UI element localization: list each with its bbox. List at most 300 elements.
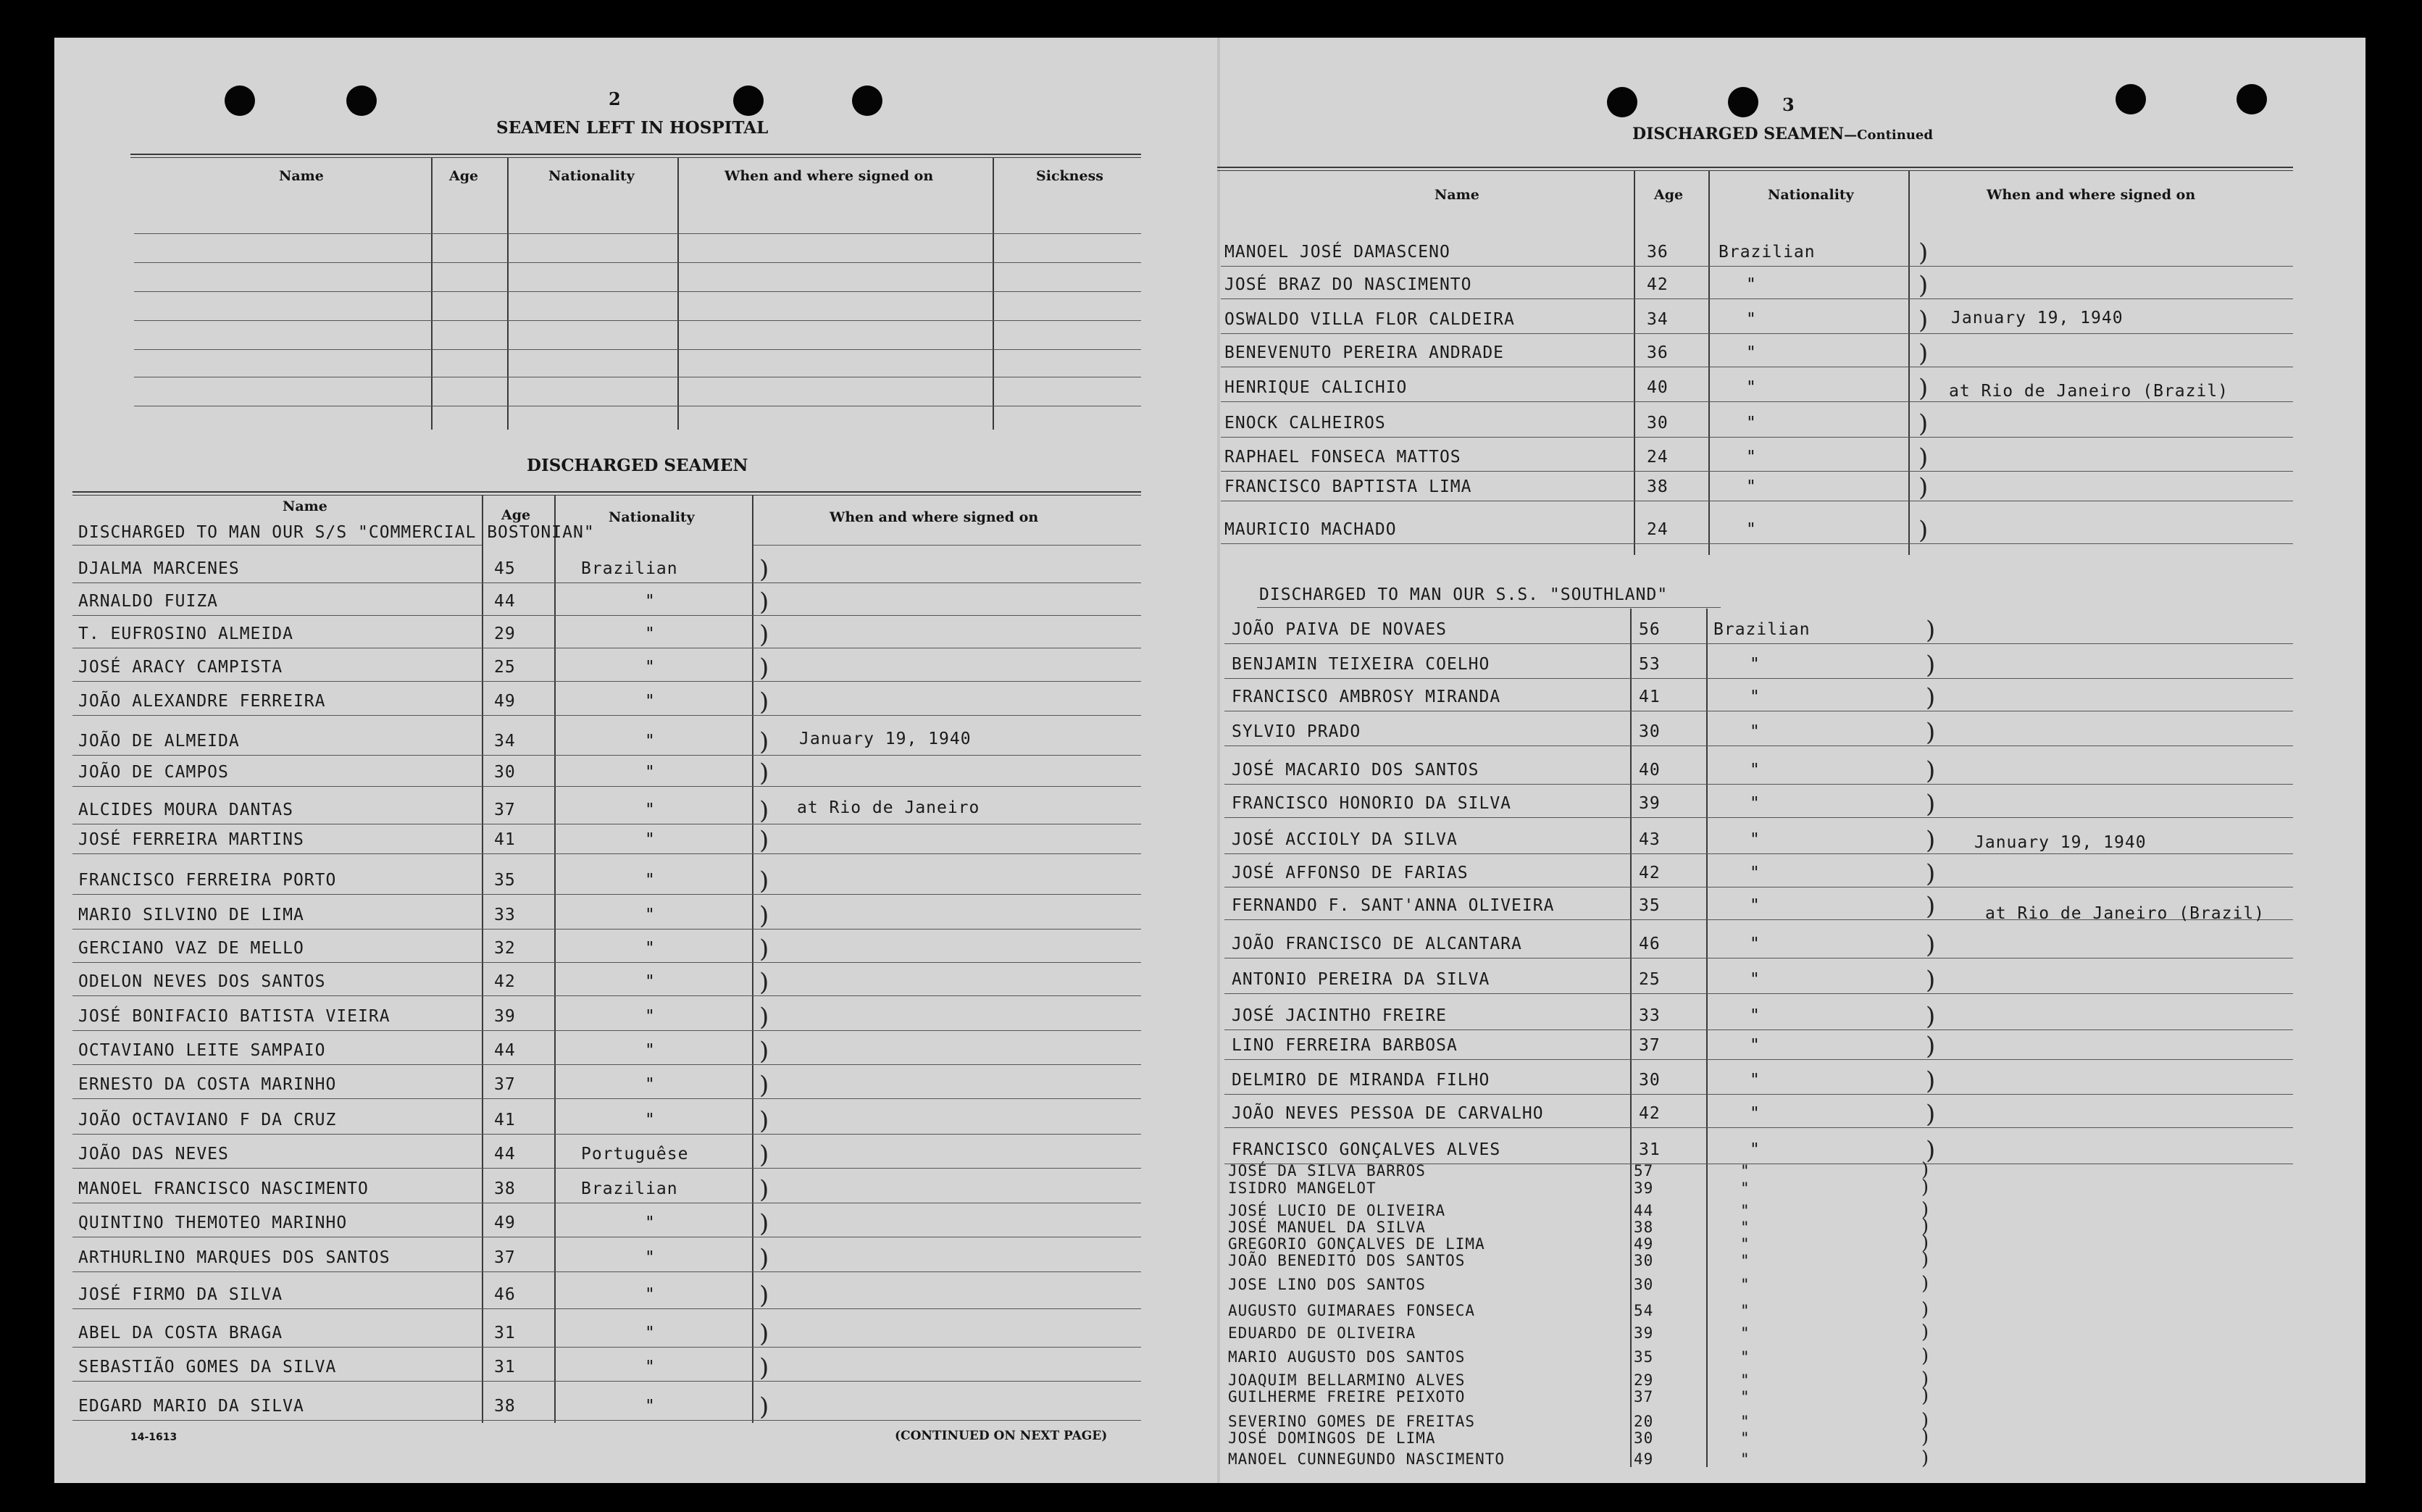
row-rule xyxy=(1224,745,2293,746)
bracket-mark: ) xyxy=(1926,718,1936,747)
seaman-age: 33 xyxy=(1639,1006,1661,1025)
seaman-age: 25 xyxy=(494,658,516,677)
seaman-name: JOÃO FRANCISCO DE ALCANTARA xyxy=(1232,935,1522,953)
seaman-name: ANTONIO PEREIRA DA SILVA xyxy=(1232,970,1490,989)
signed-date: January 19, 1940 xyxy=(1951,309,2124,327)
seaman-nationality: " xyxy=(645,871,656,890)
seaman-name: AUGUSTO GUIMARAES FONSECA xyxy=(1228,1302,1476,1319)
seaman-nationality: " xyxy=(645,830,656,849)
row-rule xyxy=(72,1381,1141,1382)
seaman-age: 40 xyxy=(1639,761,1661,780)
bracket-mark: ) xyxy=(1921,1448,1929,1469)
seaman-name: SYLVIO PRADO xyxy=(1232,722,1361,741)
seaman-age: 49 xyxy=(1634,1450,1654,1468)
seaman-name: JOÃO DAS NEVES xyxy=(78,1145,229,1164)
seaman-name: ARTHURLINO MARQUES DOS SANTOS xyxy=(78,1248,391,1267)
bracket-mark: ) xyxy=(759,935,769,964)
bracket-mark: ) xyxy=(1926,826,1936,855)
seaman-name: JOSÉ BONIFACIO BATISTA VIEIRA xyxy=(78,1007,391,1026)
row-rule xyxy=(72,929,1141,930)
seaman-name: FRANCISCO FERREIRA PORTO xyxy=(78,871,337,890)
bracket-mark: ) xyxy=(1918,443,1929,472)
seaman-nationality: " xyxy=(645,972,656,991)
row-rule xyxy=(72,1271,1141,1272)
seaman-nationality: " xyxy=(645,939,656,958)
seaman-nationality: " xyxy=(1740,1219,1750,1236)
seaman-name: GUILHERME FREIRE PEIXOTO xyxy=(1228,1388,1466,1406)
punch-hole xyxy=(2116,84,2146,114)
seaman-name: JOSÉ ACCIOLY DA SILVA xyxy=(1232,830,1458,849)
column-divider xyxy=(431,158,433,430)
seaman-age: 43 xyxy=(1639,830,1661,849)
seaman-name: DELMIRO DE MIRANDA FILHO xyxy=(1232,1071,1490,1090)
bracket-mark: ) xyxy=(759,653,769,682)
seaman-nationality: " xyxy=(645,592,656,611)
seaman-name: JOÃO DE ALMEIDA xyxy=(78,732,240,751)
seaman-nationality: " xyxy=(1740,1235,1750,1253)
row-rule xyxy=(134,233,1141,234)
seaman-age: 39 xyxy=(1634,1324,1654,1342)
punch-hole xyxy=(225,85,255,116)
seaman-name: ERNESTO DA COSTA MARINHO xyxy=(78,1075,337,1094)
seaman-name: JOAQUIM BELLARMINO ALVES xyxy=(1228,1371,1466,1389)
seaman-name: SEVERINO GOMES DE FREITAS xyxy=(1228,1413,1476,1430)
row-rule xyxy=(72,1064,1141,1065)
seaman-age: 30 xyxy=(1639,1071,1661,1090)
seaman-name: JOÃO DE CAMPOS xyxy=(78,763,229,782)
seaman-name: JOÃO ALEXANDRE FERREIRA xyxy=(78,692,326,711)
seaman-age: 30 xyxy=(1647,414,1669,433)
seaman-age: 39 xyxy=(1634,1179,1654,1197)
seaman-nationality: " xyxy=(645,1007,656,1026)
seaman-nationality: " xyxy=(1740,1179,1750,1197)
seaman-nationality: " xyxy=(1746,310,1757,329)
row-rule xyxy=(72,582,1141,583)
row-rule xyxy=(72,995,1141,996)
seaman-name: LINO FERREIRA BARBOSA xyxy=(1232,1036,1458,1055)
seaman-age: 37 xyxy=(1639,1036,1661,1055)
seaman-age: 35 xyxy=(1639,896,1661,915)
row-rule xyxy=(134,320,1141,321)
seaman-age: 56 xyxy=(1639,620,1661,639)
signed-place: at Rio de Janeiro xyxy=(797,798,980,817)
bracket-mark: ) xyxy=(1918,409,1929,438)
seaman-name: GERCIANO VAZ DE MELLO xyxy=(78,939,304,958)
seaman-age: 45 xyxy=(494,559,516,578)
bracket-mark: ) xyxy=(1921,1159,1929,1181)
seaman-age: 34 xyxy=(1647,310,1669,329)
seaman-name: RAPHAEL FONSECA MATTOS xyxy=(1224,448,1461,467)
hospital-column-header: When and where signed on xyxy=(724,168,934,184)
bracket-mark: ) xyxy=(759,796,769,825)
seaman-age: 42 xyxy=(494,972,516,991)
punch-hole xyxy=(2237,84,2267,114)
seaman-age: 30 xyxy=(1634,1252,1654,1269)
seaman-nationality: " xyxy=(1750,935,1761,953)
seaman-nationality: " xyxy=(1750,1006,1761,1025)
seaman-name: GREGORIO GONÇALVES DE LIMA xyxy=(1228,1235,1485,1253)
seaman-nationality: " xyxy=(1750,794,1761,813)
punch-hole xyxy=(852,85,882,116)
seaman-age: 33 xyxy=(494,906,516,924)
bracket-mark: ) xyxy=(1921,1385,1929,1407)
seaman-nationality: Brazilian xyxy=(1713,620,1811,639)
bracket-mark: ) xyxy=(759,1071,769,1100)
seaman-age: 24 xyxy=(1647,520,1669,539)
row-rule xyxy=(72,681,1141,682)
seaman-name: JOÃO BENEDITO DOS SANTOS xyxy=(1228,1252,1466,1269)
seaman-age: 44 xyxy=(1634,1202,1654,1219)
rule xyxy=(130,154,1141,155)
column-divider xyxy=(1708,171,1710,555)
column-divider xyxy=(1706,609,1708,1467)
seaman-nationality: " xyxy=(1740,1450,1750,1468)
row-rule xyxy=(72,545,482,546)
seaman-nationality: " xyxy=(645,732,656,751)
seaman-age: 37 xyxy=(494,801,516,819)
seaman-name: JOSÉ AFFONSO DE FARIAS xyxy=(1232,864,1469,882)
row-rule xyxy=(72,1030,1141,1031)
seaman-name: FRANCISCO HONORIO DA SILVA xyxy=(1232,794,1512,813)
seaman-age: 42 xyxy=(1639,1104,1661,1123)
bracket-mark: ) xyxy=(1921,1427,1929,1448)
row-rule xyxy=(72,615,1141,616)
row-rule xyxy=(72,786,1141,787)
bracket-mark: ) xyxy=(759,1392,769,1421)
seaman-nationality: " xyxy=(645,1111,656,1129)
seaman-name: MARIO AUGUSTO DOS SANTOS xyxy=(1228,1348,1466,1366)
row-rule xyxy=(134,291,1141,292)
seaman-name: QUINTINO THEMOTEO MARINHO xyxy=(78,1214,348,1232)
seaman-age: 38 xyxy=(494,1179,516,1198)
punch-hole xyxy=(1607,87,1637,117)
seaman-name: ENOCK CALHEIROS xyxy=(1224,414,1386,433)
bracket-mark: ) xyxy=(1921,1232,1929,1254)
row-rule xyxy=(1221,298,2293,299)
continued-title-suffix: —Continued xyxy=(1844,128,1933,143)
bracket-mark: ) xyxy=(1926,651,1936,680)
seaman-name: JOSÉ FERREIRA MARTINS xyxy=(78,830,304,849)
row-rule xyxy=(72,894,1141,895)
seaman-name: JOSÉ LUCIO DE OLIVEIRA xyxy=(1228,1202,1446,1219)
row-rule xyxy=(134,349,1141,350)
bracket-mark: ) xyxy=(1926,1136,1936,1165)
seaman-nationality: " xyxy=(1746,343,1757,362)
seaman-nationality: " xyxy=(645,801,656,819)
bracket-mark: ) xyxy=(1926,616,1936,645)
seaman-nationality: " xyxy=(1746,448,1757,467)
bracket-mark: ) xyxy=(1926,859,1936,888)
row-rule xyxy=(1224,1029,2293,1030)
seaman-age: 37 xyxy=(494,1248,516,1267)
column-divider xyxy=(554,496,556,1423)
row-rule xyxy=(72,1098,1141,1099)
seaman-age: 37 xyxy=(1634,1388,1654,1406)
seaman-nationality: " xyxy=(1750,970,1761,989)
bracket-mark: ) xyxy=(759,1209,769,1238)
seaman-name: MAURICIO MACHADO xyxy=(1224,520,1397,539)
seaman-age: 30 xyxy=(494,763,516,782)
seaman-age: 44 xyxy=(494,592,516,611)
row-rule xyxy=(1221,401,2293,402)
seaman-age: 29 xyxy=(1634,1371,1654,1389)
row-rule xyxy=(72,1134,1141,1135)
hospital-column-header: Age xyxy=(449,168,479,184)
bracket-mark: ) xyxy=(759,1003,769,1032)
column-divider xyxy=(1908,171,1910,555)
seaman-name: JOSE LINO DOS SANTOS xyxy=(1228,1276,1426,1293)
seaman-nationality: Brazilian xyxy=(581,1179,678,1198)
row-rule xyxy=(72,1168,1141,1169)
signed-place: at Rio de Janeiro (Brazil) xyxy=(1985,904,2266,923)
seaman-nationality: " xyxy=(1746,477,1757,496)
seaman-nationality: " xyxy=(1750,896,1761,915)
document-sheet xyxy=(54,38,2365,1483)
seaman-name: FRANCISCO BAPTISTA LIMA xyxy=(1224,477,1472,496)
bracket-mark: ) xyxy=(1918,271,1929,300)
bracket-mark: ) xyxy=(1921,1410,1929,1432)
seaman-name: ODELON NEVES DOS SANTOS xyxy=(78,972,326,991)
seaman-name: T. EUFROSINO ALMEIDA xyxy=(78,625,293,643)
seaman-nationality: " xyxy=(1750,864,1761,882)
bracket-mark: ) xyxy=(1926,1066,1936,1095)
seaman-nationality: " xyxy=(645,1214,656,1232)
form-number: 14-1613 xyxy=(130,1432,178,1443)
page-fold xyxy=(1217,38,1220,1483)
signed-date: January 19, 1940 xyxy=(1974,833,2147,852)
row-rule xyxy=(72,1347,1141,1348)
bracket-mark: ) xyxy=(1926,892,1936,921)
rule xyxy=(72,495,1141,496)
seaman-nationality: " xyxy=(1740,1388,1750,1406)
seaman-age: 31 xyxy=(494,1358,516,1377)
seaman-name: OCTAVIANO LEITE SAMPAIO xyxy=(78,1041,326,1060)
seaman-age: 44 xyxy=(494,1145,516,1164)
seaman-nationality: " xyxy=(645,1248,656,1267)
seaman-name: ARNALDO FUIZA xyxy=(78,592,219,611)
seaman-nationality: " xyxy=(645,625,656,643)
continued-footer: (CONTINUED ON NEXT PAGE) xyxy=(895,1429,1108,1443)
bracket-mark: ) xyxy=(1921,1273,1929,1295)
bracket-mark: ) xyxy=(1918,339,1929,368)
seaman-age: 35 xyxy=(1634,1348,1654,1366)
bracket-mark: ) xyxy=(759,727,769,756)
seaman-nationality: " xyxy=(645,1285,656,1304)
seaman-nationality: " xyxy=(1740,1162,1750,1179)
rule xyxy=(1217,167,2293,168)
continued-column-header: Age xyxy=(1654,187,1684,203)
seaman-nationality: Portuguêse xyxy=(581,1145,689,1164)
seaman-age: 39 xyxy=(494,1007,516,1026)
seaman-name: JOÃO OCTAVIANO F DA CRUZ xyxy=(78,1111,337,1129)
seaman-age: 41 xyxy=(494,1111,516,1129)
ship-section-label: DISCHARGED TO MAN OUR S/S "COMMERCIAL BOSTONIAN" xyxy=(78,523,595,542)
seaman-name: MANOEL FRANCISCO NASCIMENTO xyxy=(78,1179,369,1198)
row-rule xyxy=(1221,543,2293,544)
seaman-name: FRANCISCO AMBROSY MIRANDA xyxy=(1232,688,1501,706)
column-divider xyxy=(482,496,483,1423)
row-rule xyxy=(72,853,1141,854)
row-rule xyxy=(72,1420,1141,1421)
seaman-age: 38 xyxy=(1634,1219,1654,1236)
row-rule xyxy=(1224,817,2293,818)
seaman-nationality: " xyxy=(645,1075,656,1094)
seaman-age: 42 xyxy=(1639,864,1661,882)
seaman-age: 40 xyxy=(1647,378,1669,397)
bracket-mark: ) xyxy=(759,866,769,895)
seaman-age: 25 xyxy=(1639,970,1661,989)
seaman-nationality: " xyxy=(645,692,656,711)
seaman-nationality: Brazilian xyxy=(1719,243,1816,262)
seaman-name: BENJAMIN TEIXEIRA COELHO xyxy=(1232,655,1490,674)
bracket-mark: ) xyxy=(1918,238,1929,267)
seaman-age: 30 xyxy=(1639,722,1661,741)
bracket-mark: ) xyxy=(1918,516,1929,545)
seaman-nationality: " xyxy=(1750,1036,1761,1055)
seaman-nationality: " xyxy=(1740,1202,1750,1219)
continued-column-header: Nationality xyxy=(1768,187,1854,203)
seaman-nationality: " xyxy=(1750,722,1761,741)
bracket-mark: ) xyxy=(759,1175,769,1204)
seaman-age: 44 xyxy=(494,1041,516,1060)
seaman-age: 49 xyxy=(494,1214,516,1232)
bracket-mark: ) xyxy=(1921,1369,1929,1390)
seaman-age: 20 xyxy=(1634,1413,1654,1430)
row-rule xyxy=(72,715,1141,716)
seaman-age: 36 xyxy=(1647,243,1669,262)
bracket-mark: ) xyxy=(759,1106,769,1135)
seaman-nationality: " xyxy=(1746,520,1757,539)
column-divider xyxy=(677,158,679,430)
bracket-mark: ) xyxy=(759,901,769,930)
seaman-name: JOÃO NEVES PESSOA DE CARVALHO xyxy=(1232,1104,1544,1123)
signed-date: January 19, 1940 xyxy=(799,730,972,748)
seaman-nationality: " xyxy=(1750,688,1761,706)
seaman-age: 30 xyxy=(1634,1276,1654,1293)
continued-column-header: Name xyxy=(1435,187,1479,203)
bracket-mark: ) xyxy=(1926,756,1936,785)
ship-section-label: DISCHARGED TO MAN OUR S.S. "SOUTHLAND" xyxy=(1259,585,1669,604)
rule xyxy=(1217,170,2293,171)
seaman-nationality: " xyxy=(1750,761,1761,780)
seaman-nationality: " xyxy=(645,1324,656,1342)
seaman-nationality: " xyxy=(1740,1324,1750,1342)
bracket-mark: ) xyxy=(759,588,769,617)
seaman-age: 35 xyxy=(494,871,516,890)
seaman-age: 41 xyxy=(1639,688,1661,706)
seaman-nationality: " xyxy=(1750,1071,1761,1090)
seaman-age: 38 xyxy=(1647,477,1669,496)
bracket-mark: ) xyxy=(1926,1002,1936,1031)
seaman-name: JOSÉ FIRMO DA SILVA xyxy=(78,1285,283,1304)
discharged-column-header: Nationality xyxy=(609,509,695,525)
bracket-mark: ) xyxy=(759,1244,769,1273)
seaman-name: EDGARD MARIO DA SILVA xyxy=(78,1397,304,1416)
seaman-age: 31 xyxy=(1639,1140,1661,1159)
bracket-mark: ) xyxy=(1921,1216,1929,1237)
bracket-mark: ) xyxy=(1918,306,1929,335)
bracket-mark: ) xyxy=(1921,1299,1929,1321)
seaman-age: 30 xyxy=(1634,1429,1654,1447)
seaman-name: JOSÉ BRAZ DO NASCIMENTO xyxy=(1224,275,1472,294)
bracket-mark: ) xyxy=(759,1353,769,1382)
row-rule xyxy=(753,545,1141,546)
continued-title xyxy=(1632,125,1933,143)
seaman-nationality: " xyxy=(645,906,656,924)
row-rule xyxy=(1221,437,2293,438)
bracket-mark: ) xyxy=(1918,374,1929,403)
seaman-name: FERNANDO F. SANT'ANNA OLIVEIRA xyxy=(1232,896,1555,915)
seaman-name: BENEVENUTO PEREIRA ANDRADE xyxy=(1224,343,1505,362)
seaman-age: 46 xyxy=(1639,935,1661,953)
continued-title-main: DISCHARGED SEAMEN xyxy=(1632,125,1845,143)
bracket-mark: ) xyxy=(759,555,769,584)
bracket-mark: ) xyxy=(759,1281,769,1310)
seaman-nationality: " xyxy=(645,1397,656,1416)
bracket-mark: ) xyxy=(759,826,769,855)
seaman-nationality: " xyxy=(1746,378,1757,397)
hospital-column-header: Nationality xyxy=(548,168,635,184)
row-rule xyxy=(1224,1059,2293,1060)
punch-hole xyxy=(346,85,377,116)
bracket-mark: ) xyxy=(759,1319,769,1348)
seaman-name: MANOEL CUNNEGUNDO NASCIMENTO xyxy=(1228,1450,1506,1468)
continued-column-header: When and where signed on xyxy=(1987,187,2196,203)
row-rule xyxy=(1224,1127,2293,1128)
seaman-name: MARIO SILVINO DE LIMA xyxy=(78,906,304,924)
bracket-mark: ) xyxy=(759,968,769,997)
seaman-nationality: " xyxy=(1746,275,1757,294)
seaman-nationality: " xyxy=(1740,1429,1750,1447)
seaman-nationality: " xyxy=(1740,1252,1750,1269)
seaman-nationality: " xyxy=(1740,1413,1750,1430)
seaman-nationality: " xyxy=(1750,1104,1761,1123)
seaman-name: JOSÉ MANUEL DA SILVA xyxy=(1228,1219,1426,1236)
bracket-mark: ) xyxy=(1921,1199,1929,1221)
bracket-mark: ) xyxy=(1921,1345,1929,1367)
seaman-name: JOÃO PAIVA DE NOVAES xyxy=(1232,620,1447,639)
seaman-nationality: " xyxy=(1740,1348,1750,1366)
discharged-title: DISCHARGED SEAMEN xyxy=(527,456,748,475)
page-number: 3 xyxy=(1782,94,1795,115)
seaman-name: SEBASTIÃO GOMES DA SILVA xyxy=(78,1358,337,1377)
seaman-name: OSWALDO VILLA FLOR CALDEIRA xyxy=(1224,310,1515,329)
row-rule xyxy=(1224,643,2293,644)
seaman-age: 37 xyxy=(494,1075,516,1094)
row-rule xyxy=(1224,678,2293,679)
bracket-mark: ) xyxy=(759,759,769,788)
row-rule xyxy=(1224,1094,2293,1095)
seaman-age: 42 xyxy=(1647,275,1669,294)
discharged-column-header: Name xyxy=(283,498,327,514)
seaman-age: 41 xyxy=(494,830,516,849)
bracket-mark: ) xyxy=(759,1037,769,1066)
seaman-age: 36 xyxy=(1647,343,1669,362)
discharged-column-header: When and where signed on xyxy=(830,509,1039,525)
seaman-age: 49 xyxy=(1634,1235,1654,1253)
punch-hole xyxy=(1728,87,1758,117)
column-divider xyxy=(1634,171,1635,555)
seaman-name: DJALMA MARCENES xyxy=(78,559,240,578)
seaman-nationality: Brazilian xyxy=(581,559,678,578)
bracket-mark: ) xyxy=(759,1140,769,1169)
seaman-nationality: " xyxy=(645,658,656,677)
seaman-nationality: " xyxy=(645,763,656,782)
column-divider xyxy=(752,496,753,1423)
seaman-age: 31 xyxy=(494,1324,516,1342)
bracket-mark: ) xyxy=(1921,1177,1929,1198)
seaman-nationality: " xyxy=(645,1041,656,1060)
